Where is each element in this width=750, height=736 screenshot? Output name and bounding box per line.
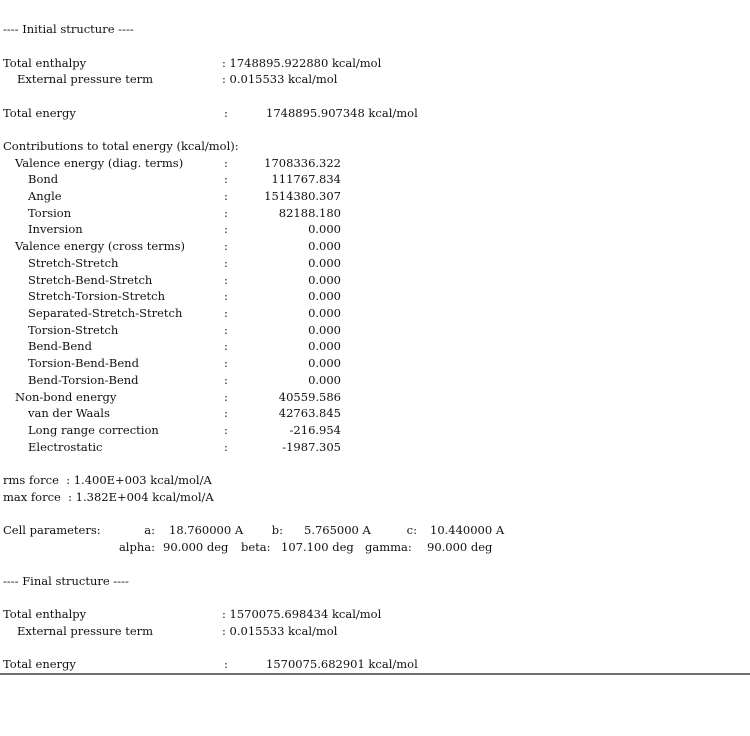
contribution-label: Stretch-Stretch [28, 256, 119, 270]
initial-total-enthalpy-label: Total enthalpy [3, 56, 87, 70]
initial-total-energy-row [3, 105, 749, 121]
final-total-enthalpy-label: Total enthalpy [3, 607, 87, 621]
initial-total-enthalpy-value: : 1748895.922880 kcal/mol [222, 56, 382, 70]
contribution-label: Bond [28, 172, 59, 186]
contribution-label: Stretch-Torsion-Stretch [28, 289, 166, 303]
contribution-colon: : [224, 172, 228, 186]
contribution-label: Bend-Torsion-Bend [28, 373, 139, 387]
contribution-value: 42763.845 [278, 406, 341, 420]
contribution-row [3, 255, 749, 271]
cell-beta-label: beta: [241, 540, 271, 554]
contribution-row [3, 238, 749, 254]
contribution-colon: : [224, 423, 228, 437]
final-external-pressure-row [3, 623, 749, 639]
contribution-row [3, 355, 749, 371]
final-total-energy-row [3, 656, 749, 672]
contribution-colon: : [224, 289, 228, 303]
contribution-value: 0.000 [308, 222, 341, 236]
contribution-row [3, 389, 749, 405]
contribution-row [3, 405, 749, 421]
output-log [3, 0, 749, 672]
cell-b-value: 5.765000 A [304, 523, 371, 537]
contribution-label: Valence energy (cross terms) [15, 239, 185, 253]
final-total-energy-label: Total energy [3, 657, 76, 671]
initial-total-energy-value: 1748895.907348 kcal/mol [266, 106, 418, 120]
contribution-colon: : [224, 323, 228, 337]
contribution-label: Torsion-Bend-Bend [28, 356, 139, 370]
initial-external-pressure-value: : 0.015533 kcal/mol [222, 72, 338, 86]
contribution-colon: : [224, 206, 228, 220]
contribution-value: 82188.180 [278, 206, 341, 220]
contribution-colon: : [224, 222, 228, 236]
contribution-colon: : [224, 356, 228, 370]
contribution-row [3, 288, 749, 304]
final-total-energy-colon: : [224, 657, 228, 671]
final-total-energy-value: 1570075.682901 kcal/mol [266, 657, 418, 671]
cell-b-label: b: [271, 523, 283, 537]
contribution-value: -216.954 [289, 423, 341, 437]
contribution-row [3, 322, 749, 338]
contribution-colon: : [224, 406, 228, 420]
initial-total-enthalpy-row [3, 55, 749, 71]
initial-external-pressure-label: External pressure term [17, 72, 154, 86]
contribution-label: van der Waals [28, 406, 110, 420]
contribution-colon: : [224, 390, 228, 404]
cell-alpha-label: alpha: [118, 540, 155, 554]
contribution-row [3, 338, 749, 354]
initial-total-energy-label: Total energy [3, 106, 76, 120]
contribution-value: 1514380.307 [264, 189, 341, 203]
contribution-row [3, 155, 749, 171]
contribution-value: 0.000 [308, 339, 341, 353]
cell-gamma-value: 90.000 deg [427, 540, 493, 554]
initial-total-energy-colon: : [224, 106, 228, 120]
cell-beta-value: 107.100 deg [281, 540, 354, 554]
final-external-pressure-value: : 0.015533 kcal/mol [222, 624, 338, 638]
contribution-label: Inversion [28, 222, 83, 236]
contribution-value: 0.000 [308, 323, 341, 337]
contribution-colon: : [224, 239, 228, 253]
contribution-label: Separated-Stretch-Stretch [28, 306, 183, 320]
final-total-enthalpy-value: : 1570075.698434 kcal/mol [222, 607, 382, 621]
contribution-value: 0.000 [308, 273, 341, 287]
contribution-row [3, 372, 749, 388]
contribution-value: 0.000 [308, 256, 341, 270]
cell-c-value: 10.440000 A [430, 523, 505, 537]
contribution-row [3, 188, 749, 204]
contribution-value: 0.000 [308, 373, 341, 387]
contribution-value: 0.000 [308, 239, 341, 253]
max-force-line: max force : 1.382E+004 kcal/mol/A [3, 490, 214, 504]
contribution-value: 0.000 [308, 289, 341, 303]
contribution-label: Electrostatic [28, 440, 103, 454]
contribution-value: 1708336.322 [264, 156, 341, 170]
cell-a-value: 18.760000 A [169, 523, 244, 537]
contribution-row [3, 305, 749, 321]
contribution-colon: : [224, 189, 228, 203]
rms-force-line: rms force : 1.400E+003 kcal/mol/A [3, 473, 212, 487]
contribution-colon: : [224, 440, 228, 454]
contribution-colon: : [224, 339, 228, 353]
contribution-label: Long range correction [28, 423, 159, 437]
contribution-row [3, 221, 749, 237]
contribution-label: Torsion [28, 206, 72, 220]
contribution-colon: : [224, 156, 228, 170]
contribution-value: 40559.586 [278, 390, 341, 404]
cell-parameters-row [3, 522, 749, 538]
contribution-value: 0.000 [308, 306, 341, 320]
contribution-row [3, 171, 749, 187]
contribution-value: 111767.834 [271, 172, 341, 186]
contribution-row [3, 439, 749, 455]
cell-alpha-value: 90.000 deg [163, 540, 229, 554]
contribution-label: Torsion-Stretch [28, 323, 119, 337]
cell-a-label: a: [144, 523, 155, 537]
contribution-label: Valence energy (diag. terms) [15, 156, 184, 170]
contribution-row [3, 272, 749, 288]
contribution-row [3, 205, 749, 221]
cell-parameters-label: Cell parameters: [3, 523, 101, 537]
contribution-row [3, 422, 749, 438]
contribution-colon: : [224, 256, 228, 270]
final-structure-header: ---- Final structure ---- [3, 574, 129, 588]
contribution-colon: : [224, 306, 228, 320]
contributions-header: Contributions to total energy (kcal/mol): [3, 139, 239, 153]
cell-angles-row [3, 539, 749, 555]
contribution-label: Angle [28, 189, 62, 203]
contribution-label: Bend-Bend [28, 339, 92, 353]
contribution-label: Non-bond energy [15, 390, 117, 404]
contribution-label: Stretch-Bend-Stretch [28, 273, 153, 287]
initial-structure-header: ---- Initial structure ---- [3, 22, 134, 36]
cell-c-label: c: [406, 523, 417, 537]
contribution-colon: : [224, 373, 228, 387]
final-total-enthalpy-row [3, 606, 749, 622]
final-external-pressure-label: External pressure term [17, 624, 154, 638]
cell-gamma-label: gamma: [365, 540, 412, 554]
contribution-colon: : [224, 273, 228, 287]
contribution-value: -1987.305 [282, 440, 341, 454]
initial-external-pressure-row [3, 71, 749, 87]
contribution-value: 0.000 [308, 356, 341, 370]
